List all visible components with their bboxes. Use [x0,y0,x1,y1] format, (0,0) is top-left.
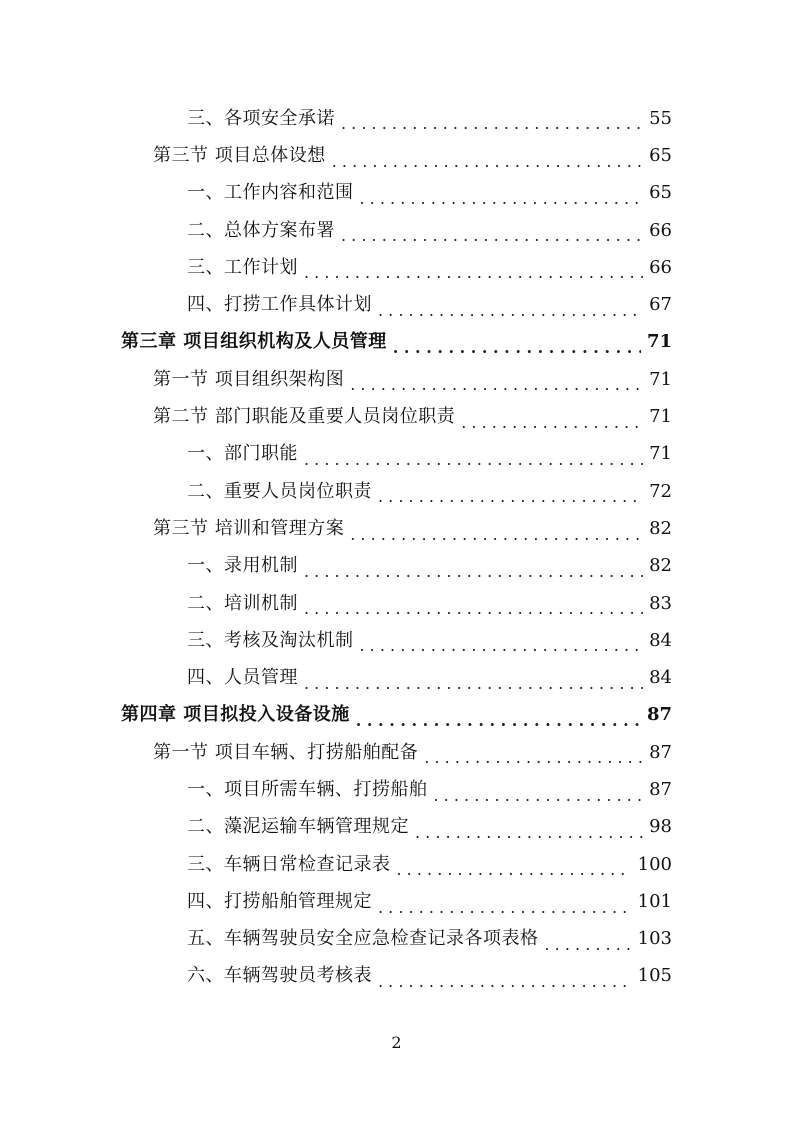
toc-entry-title: 第一节 项目车辆、打捞船舶配备 [153,741,419,763]
toc-entry-title: 第二节 部门职能及重要人员岗位职责 [153,406,456,428]
toc-dot-leader [332,149,643,175]
page-number: 2 [391,1033,402,1052]
toc-entry-page-number: 55 [649,107,672,129]
toc-entry-title: 第三节 培训和管理方案 [153,517,345,539]
toc-section-entry[interactable] [0,734,793,771]
toc-subsection-entry[interactable] [0,659,793,696]
toc-chapter-entry[interactable] [0,324,793,361]
toc-dot-leader [356,708,641,734]
toc-entry-title: 五、车辆驾驶员安全应急检查记录各项表格 [187,928,539,950]
toc-dot-leader [378,484,643,510]
toc-dot-leader [350,372,643,398]
toc-entry-page-number: 100 [637,853,672,875]
toc-dot-leader [378,969,632,995]
toc-chapter-entry[interactable] [0,697,793,734]
toc-entry-page-number: 71 [646,331,672,353]
toc-entry-page-number: 66 [649,219,672,241]
toc-entry-page-number: 87 [649,741,672,763]
toc-subsection-entry[interactable] [0,286,793,323]
toc-dot-leader [424,745,643,771]
toc-entry-title: 第四章 项目拟投入设备设施 [121,704,350,726]
toc-dot-leader [304,596,643,622]
toc-entry-title: 四、打捞船舶管理规定 [187,890,372,912]
toc-entry-title: 二、总体方案布署 [187,219,335,241]
toc-dot-leader [415,820,643,846]
toc-subsection-entry[interactable] [0,548,793,585]
toc-entry-title: 六、车辆驾驶员考核表 [187,965,372,987]
toc-dot-leader [360,186,644,212]
toc-dot-leader [350,522,643,548]
toc-entry-page-number: 84 [649,667,672,689]
toc-section-entry[interactable] [0,510,793,547]
toc-dot-leader [393,335,641,361]
toc-subsection-entry[interactable] [0,249,793,286]
toc-entry-page-number: 98 [649,816,672,838]
toc-entry-title: 一、工作内容和范围 [187,182,354,204]
toc-entry-title: 四、打捞工作具体计划 [187,294,372,316]
toc-subsection-entry[interactable] [0,622,793,659]
toc-entry-page-number: 66 [649,256,672,278]
toc-dot-leader [341,111,643,137]
toc-dot-leader [304,260,643,286]
toc-dot-leader [461,410,643,436]
toc-subsection-entry[interactable] [0,473,793,510]
toc-section-entry[interactable] [0,137,793,174]
toc-entry-page-number: 83 [649,592,672,614]
toc-entry-page-number: 71 [649,406,672,428]
toc-subsection-entry[interactable] [0,921,793,958]
toc-subsection-entry[interactable] [0,100,793,137]
toc-dot-leader [397,857,632,883]
toc-subsection-entry[interactable] [0,175,793,212]
toc-entry-title: 三、车辆日常检查记录表 [187,853,391,875]
toc-dot-leader [360,633,644,659]
toc-entry-title: 第三章 项目组织机构及人员管理 [121,331,387,353]
toc-entry-title: 第三节 项目总体设想 [153,144,326,166]
toc-entry-title: 二、重要人员岗位职责 [187,480,372,502]
toc-entry-page-number: 105 [637,965,672,987]
toc-entry-page-number: 87 [646,704,672,726]
toc-entry-page-number: 82 [649,555,672,577]
toc-dot-leader [341,223,643,249]
toc-entry-title: 二、培训机制 [187,592,298,614]
toc-entry-page-number: 65 [649,182,672,204]
toc-dot-leader [304,671,643,697]
toc-entry-title: 二、藻泥运输车辆管理规定 [187,816,409,838]
toc-dot-leader [378,298,643,324]
toc-subsection-entry[interactable] [0,585,793,622]
toc-subsection-entry[interactable] [0,958,793,995]
toc-section-entry[interactable] [0,361,793,398]
toc-entry-page-number: 67 [649,294,672,316]
toc-entry-page-number: 87 [649,778,672,800]
toc-entry-page-number: 65 [649,144,672,166]
toc-entry-page-number: 84 [649,629,672,651]
toc-entry-title: 一、录用机制 [187,555,298,577]
toc-dot-leader [434,783,644,809]
toc-entry-page-number: 71 [649,368,672,390]
toc-entry-page-number: 72 [649,480,672,502]
toc-entry-page-number: 103 [637,928,672,950]
toc-dot-leader [304,559,643,585]
toc-subsection-entry[interactable] [0,809,793,846]
toc-dot-leader [378,895,632,921]
toc-subsection-entry[interactable] [0,771,793,808]
toc-entry-title: 四、人员管理 [187,667,298,689]
toc-entry-title: 一、部门职能 [187,443,298,465]
toc-dot-leader [545,932,632,958]
toc-entry-title: 三、工作计划 [187,256,298,278]
toc-subsection-entry[interactable] [0,883,793,920]
toc-subsection-entry[interactable] [0,846,793,883]
toc-subsection-entry[interactable] [0,212,793,249]
toc-entry-title: 一、项目所需车辆、打捞船舶 [187,778,428,800]
table-of-contents [0,100,793,995]
toc-entry-title: 三、考核及淘汰机制 [187,629,354,651]
toc-subsection-entry[interactable] [0,436,793,473]
toc-entry-page-number: 101 [637,890,672,912]
toc-entry-title: 三、各项安全承诺 [187,107,335,129]
toc-entry-title: 第一节 项目组织架构图 [153,368,345,390]
toc-entry-page-number: 82 [649,517,672,539]
toc-section-entry[interactable] [0,398,793,435]
toc-dot-leader [304,447,643,473]
toc-entry-page-number: 71 [649,443,672,465]
